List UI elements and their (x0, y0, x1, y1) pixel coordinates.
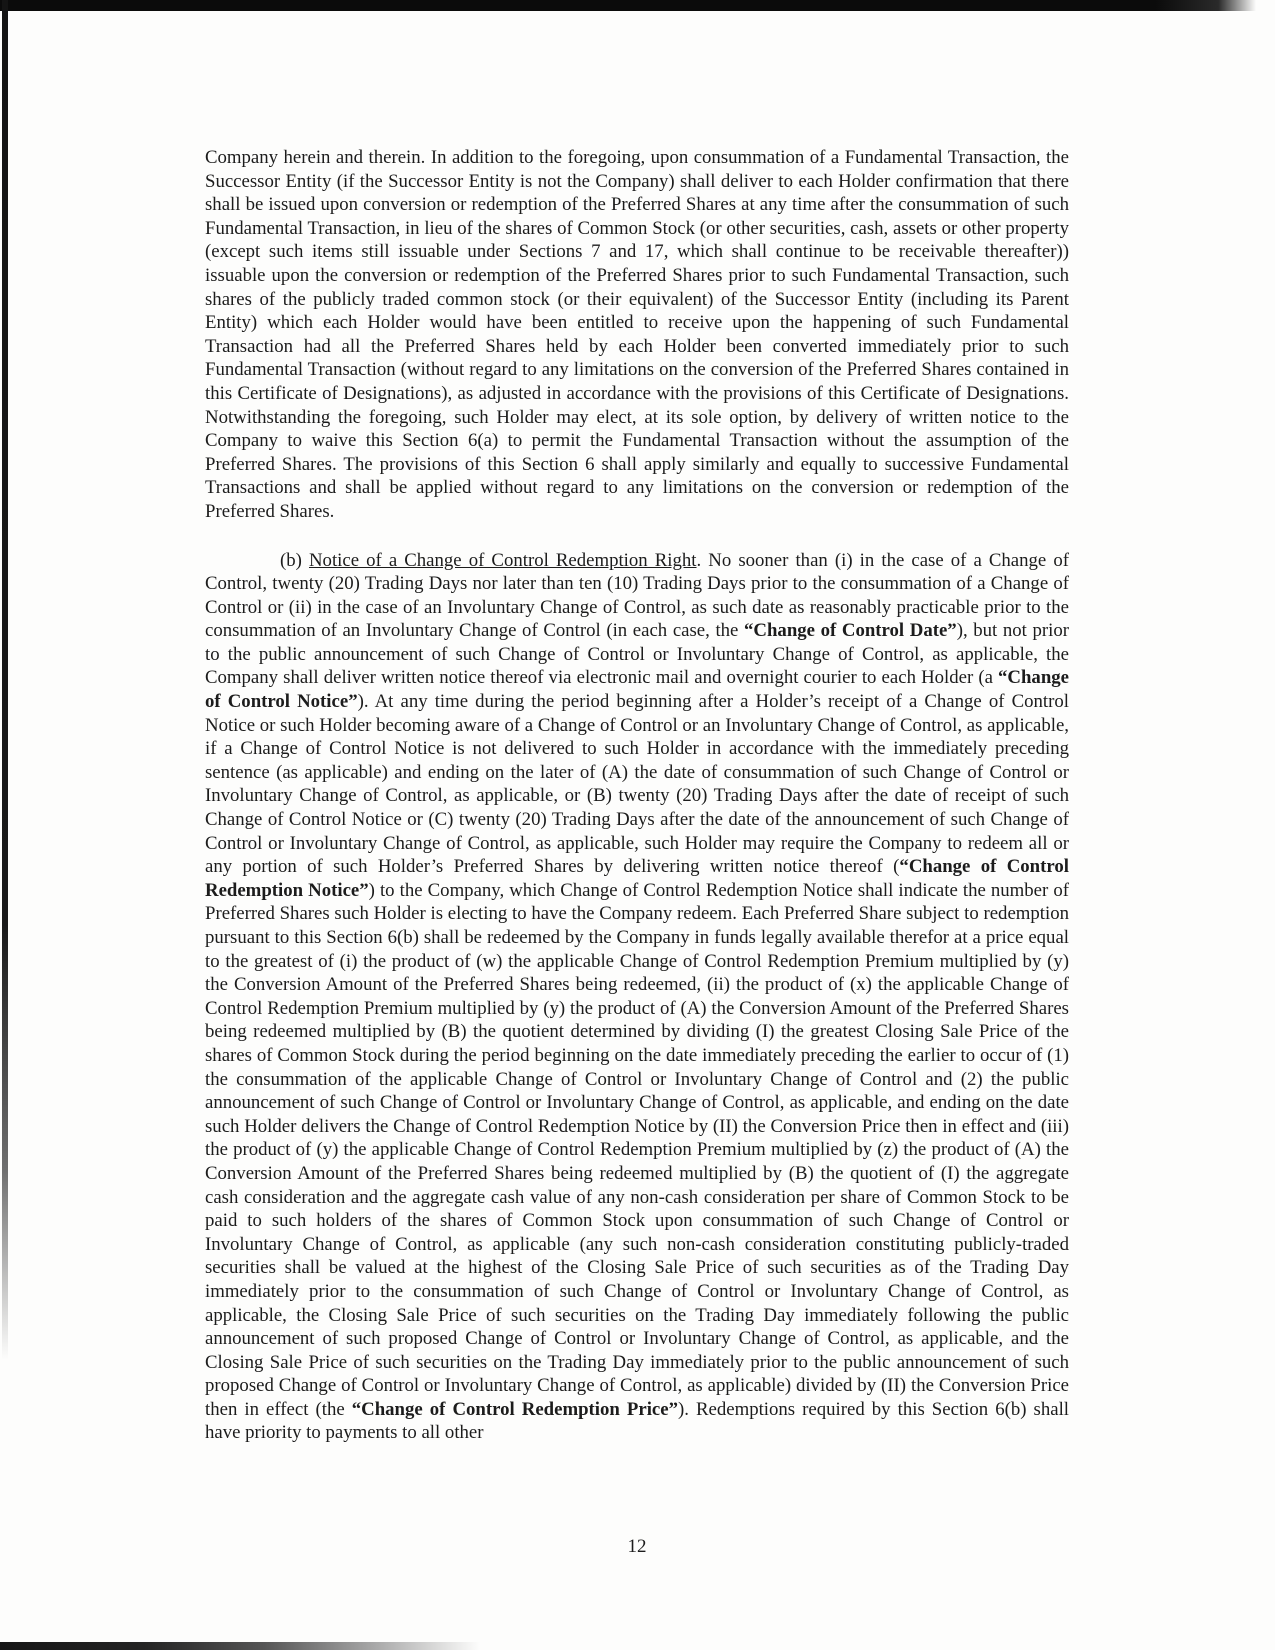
scan-artifact-left-edge-line (2, 0, 8, 1360)
scan-artifact-bottom-bar (0, 1642, 480, 1650)
text-segment: Notice of a Change of Control Redemption Right (308, 549, 697, 571)
text-segment: ). At any time during the period beginning after a Holder’s receipt of a Change of Control Notice or such Holder becoming aware of a Change of Control or an Involuntary Change of Control, as applicable, if a Change of Control Notice is not delivered to such Holder in accordance with the immediately preceding sentence (as applicable) and ending on the later of (A) the date of consummation of such Change of Control or Involuntary Change of Control, as applicable, or (B) twenty (20) Trading Days after the date of receipt of such Change of Control Notice or (C) twenty (20) Trading Days after the date of the announcement of such Change of Control or Involuntary Change of Control, as applicable, such Holder may require the Company to redeem all or any portion of such Holder’s Preferred Shares by delivering written notice thereof ( (205, 691, 1069, 878)
text-segment: ). Redemptions required by this Section 6(b) shall have priority to payments to all other (205, 1398, 1070, 1444)
text-segment: Company herein and therein. In addition to the foregoing, upon consummation of a Fundamental Transaction, the Successor Entity (if the Successor Entity is not the Company) shall deliver to each Holder confirmation that there shall be issued upon conversion or redemption of the Preferred Shares at any time after the consummation of such Fundamental Transaction, in lieu of the shares of Common Stock (or other securities, cash, assets or other property (except such items still issuable under Sections 7 and 17, which shall continue to be receivable thereafter)) issuable upon the conversion or redemption of the Preferred Shares prior to such Fundamental Transaction, such shares of the publicly traded common stock (or their equivalent) of the Successor Entity (including its Parent Entity) which each Holder would have been entitled to receive upon the happening of such Fundamental Transaction had all the Preferred Shares held by each Holder been converted immediately prior to such Fundamental Transaction (without regard to any limitations on the conversion of the Preferred Shares contained in this Certificate of Designations), as adjusted in accordance with the provisions of this Certificate of Designations. Notwithstanding the foregoing, such Holder may elect, at its sole option, by delivery of written notice to the Company to waive this Section 6(a) to permit the Fundamental Transaction without the assumption of the Preferred Shares. The provisions of this Section 6 shall apply similarly and equally to successive Fundamental Transactions and shall be applied without regard to any limitations on the conversion or redemption of the Preferred Shares. (205, 147, 1069, 522)
document-body (205, 146, 1069, 1445)
text-segment: ) to the Company, which Change of Control Redemption Notice shall indicate the number of Preferred Shares such Holder is electing to have the Company redeem. Each Preferred Share subject to redemption pursuant to this Section 6(b) shall be redeemed by the Company in funds legally available therefor at a price equal to the greatest of (i) the product of (w) the applicable Change of Control Redemption Premium multiplied by (y) the Conversion Amount of the Preferred Shares being redeemed, (ii) the product of (x) the applicable Change of Control Redemption Premium multiplied by (y) the product of (A) the Conversion Amount of the Preferred Shares being redeemed multiplied by (B) the quotient determined by dividing (I) the greatest Closing Sale Price of the shares of Common Stock during the period beginning on the date immediately preceding the earlier to occur of (1) the consummation of the applicable Change of Control or Involuntary Change of Control and (2) the public announcement of such Change of Control or Involuntary Change of Control, as applicable, and ending on the date such Holder delivers the Change of Control Redemption Notice by (II) the Conversion Price then in effect and (iii) the product of (y) the applicable Change of Control Redemption Premium multiplied by (z) the product of (A) the Conversion Amount of the Preferred Shares being redeemed multiplied by (B) the quotient of (I) the aggregate cash consideration and the aggregate cash value of any non-cash consideration per share of Common Stock to be paid to such holders of the shares of Common Stock upon consummation of such Change of Control or Involuntary Change of Control, as applicable (any such non-cash consideration constituting publicly-traded securities shall be valued at the highest of the Closing Sale Price of such securities as of the Trading Day immediately prior to the consummation of such Change of Control or Involuntary Change of Control, as applicable, the Closing Sale Price of such securities on the Trading Day immediately following the public announcement of such proposed Change of Control or Involuntary Change of Control, as applicable, and the Closing Sale Price of such securities on the Trading Day immediately prior to the public announcement of such proposed Change of Control or Involuntary Change of Control, as applicable) divided by (II) the Conversion Price then in effect (the (205, 879, 1069, 1420)
text-segment: (b) (280, 549, 309, 571)
text-segment: ), but not prior to the public announcement of such Change of Control or Involuntary Change of Control, as applicable, the Company shall deliver written notice thereof via electronic mail and overnight courier to each Holder (a (205, 620, 1070, 689)
paragraph-section-6a-continuation (205, 146, 1069, 524)
text-segment: “Change of Control Date” (744, 620, 957, 642)
paragraph-section-6b-change-of-control-redemption (205, 549, 1069, 1446)
text-segment: “Change of Control Notice” (205, 667, 1069, 713)
text-segment: . No sooner than (i) in the case of a Change of Control, twenty (20) Trading Days nor later than ten (10) Trading Days prior to the consummation of a Change of Control or (ii) in the case of an Involuntary Change of Control, as such date as reasonably practicable prior to the consummation of an Involuntary Change of Control (in each case, the (205, 549, 1069, 642)
text-segment: “Change of Control Redemption Price” (351, 1398, 678, 1420)
scan-artifact-top-bar (0, 0, 1256, 11)
page-number: 12 (627, 1536, 647, 1557)
text-segment: “Change of Control Redemption Notice” (205, 856, 1069, 901)
